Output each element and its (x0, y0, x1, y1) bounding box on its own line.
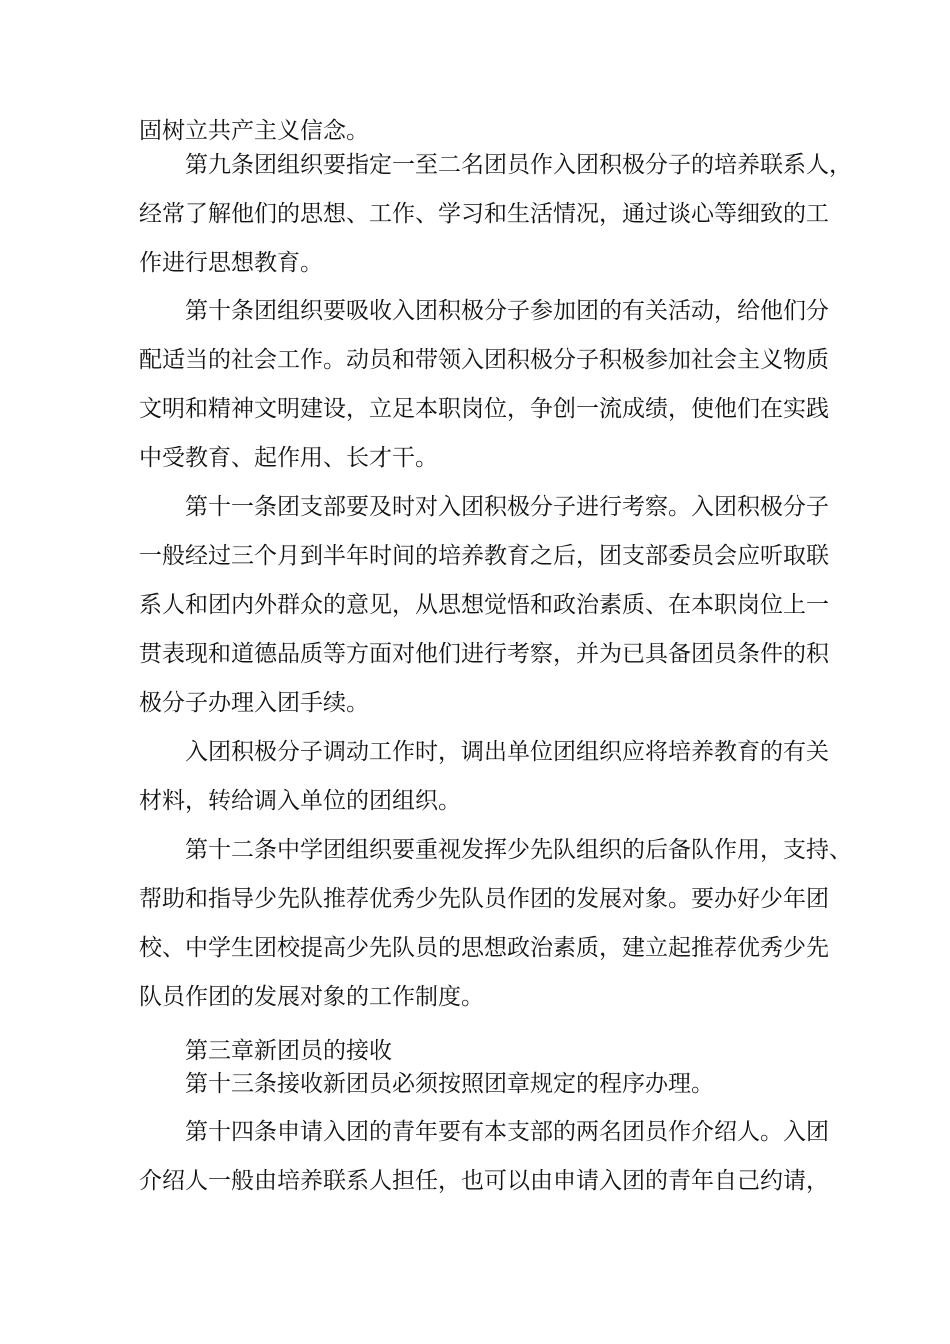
text-line: 作进行思想教育。 (139, 250, 323, 276)
text-line: 极分子办理入团手续。 (139, 690, 369, 716)
article-9-heading-line: 第九条团组织要指定一至二名团员作入团积极分子的培养联系人， (185, 152, 852, 178)
text-line: 中受教育、起作用、长才干。 (139, 445, 438, 471)
text-line: 介绍人一般由培养联系人担任，也可以由申请入团的青年自己约请， (139, 1168, 829, 1194)
article-10-heading-line: 第十条团组织要吸收入团积极分子参加团的有关活动，给他们分 (185, 298, 829, 324)
article-12-heading-line: 第十二条中学团组织要重视发挥少先队组织的后备队作用，支持、 (185, 837, 852, 863)
text-line: 队员作团的发展对象的工作制度。 (139, 984, 484, 1010)
text-line: 一般经过三个月到半年时间的培养教育之后，团支部委员会应听取联 (139, 543, 829, 569)
article-11-heading-line: 第十一条团支部要及时对入团积极分子进行考察。入团积极分子 (185, 494, 829, 520)
chapter-3-heading: 第三章新团员的接收 (185, 1038, 392, 1064)
text-line: 固树立共产主义信念。 (139, 118, 369, 144)
text-line: 系人和团内外群众的意见，从思想觉悟和政治素质、在本职岗位上一 (139, 592, 829, 618)
text-line: 贯表现和道德品质等方面对他们进行考察，并为已具备团员条件的积 (139, 641, 829, 667)
text-line: 文明和精神文明建设，立足本职岗位，争创一流成绩，使他们在实践 (139, 396, 829, 422)
text-line: 帮助和指导少先队推荐优秀少先队员作团的发展对象。要办好少年团 (139, 886, 829, 912)
article-13-heading-line: 第十三条接收新团员必须按照团章规定的程序办理。 (185, 1071, 714, 1097)
text-line: 材料，转给调入单位的团组织。 (139, 788, 461, 814)
paragraph-first-line: 入团积极分子调动工作时，调出单位团组织应将培养教育的有关 (185, 739, 829, 765)
text-line: 配适当的社会工作。动员和带领入团积极分子积极参加社会主义物质 (139, 347, 829, 373)
article-14-heading-line: 第十四条申请入团的青年要有本支部的两名团员作介绍人。入团 (185, 1119, 829, 1145)
text-line: 校、中学生团校提高少先队员的思想政治素质，建立起推荐优秀少先 (139, 935, 829, 961)
text-line: 经常了解他们的思想、工作、学习和生活情况，通过谈心等细致的工 (139, 201, 829, 227)
